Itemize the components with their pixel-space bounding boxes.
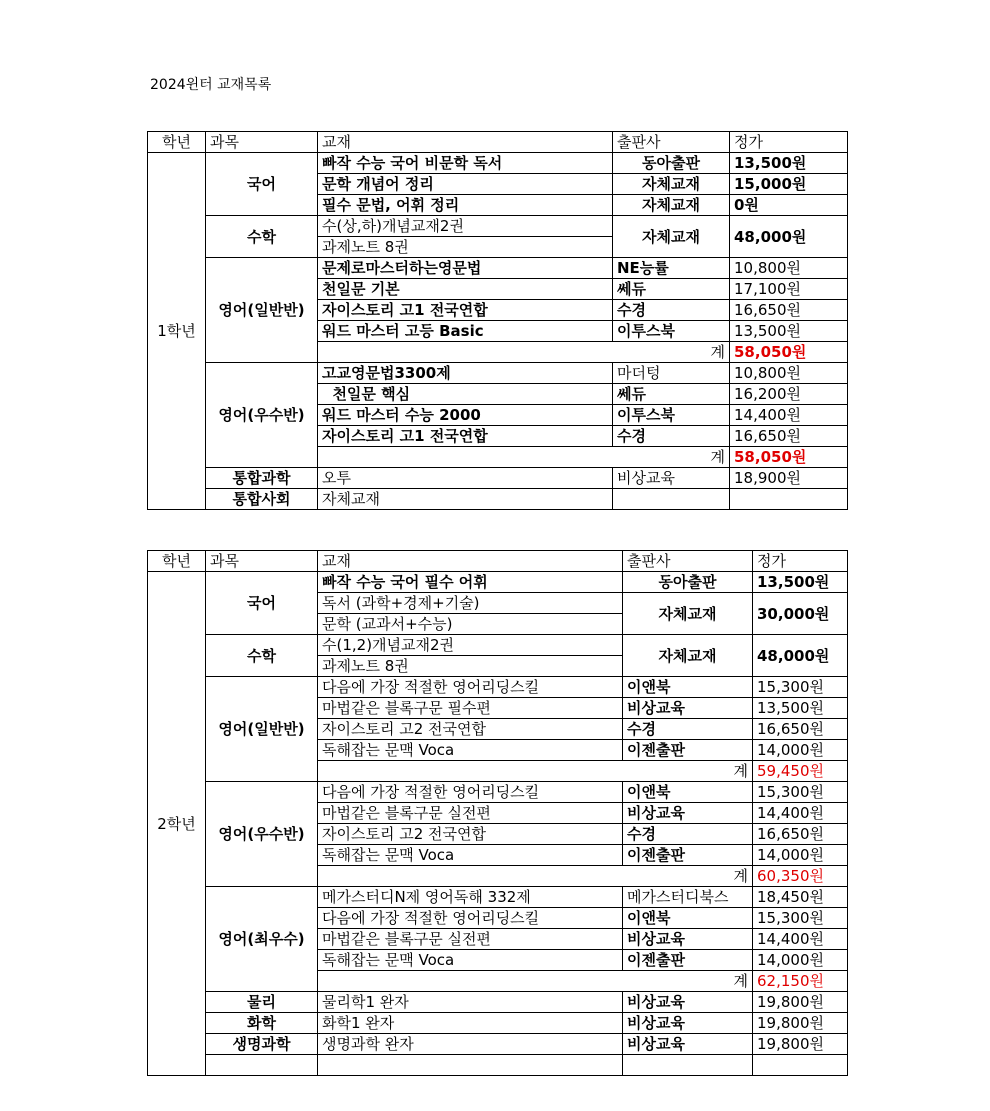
price-cell: 19,800원 bbox=[753, 992, 848, 1013]
publisher-cell: 이젠출판 bbox=[623, 845, 753, 866]
book-cell: 마법같은 블록구문 실전편 bbox=[318, 803, 623, 824]
publisher-cell: 수경 bbox=[613, 426, 730, 447]
price-cell: 15,000원 bbox=[730, 174, 848, 195]
price-cell: 48,000원 bbox=[730, 216, 848, 258]
book-cell: 빠작 수능 국어 필수 어휘 bbox=[318, 572, 623, 593]
table-row bbox=[148, 363, 848, 384]
book-cell: 자이스토리 고1 전국연합 bbox=[318, 426, 613, 447]
publisher-cell: 이앤북 bbox=[623, 782, 753, 803]
book-cell: 마법같은 블록구문 필수편 bbox=[318, 698, 623, 719]
book-cell: 독해잡는 문맥 Voca bbox=[318, 740, 623, 761]
table-row bbox=[148, 677, 848, 698]
book-cell: 메가스터디N제 영어독해 332제 bbox=[318, 887, 623, 908]
price-cell: 14,400원 bbox=[753, 803, 848, 824]
header-publisher: 출판사 bbox=[613, 132, 730, 153]
price-cell: 15,300원 bbox=[753, 908, 848, 929]
subject-cell: 수학 bbox=[206, 635, 318, 677]
book-cell: 자이스토리 고1 전국연합 bbox=[318, 300, 613, 321]
book-cell: 문제로마스터하는영문법 bbox=[318, 258, 613, 279]
publisher-cell: 동아출판 bbox=[613, 153, 730, 174]
price-cell: 13,500원 bbox=[730, 153, 848, 174]
publisher-cell: 이앤북 bbox=[623, 677, 753, 698]
total-label: 계 bbox=[318, 866, 753, 887]
total-price: 58,050원 bbox=[730, 447, 848, 468]
price-cell: 14,400원 bbox=[753, 929, 848, 950]
price-cell: 16,650원 bbox=[753, 719, 848, 740]
subject-cell: 영어(일반반) bbox=[206, 258, 318, 363]
publisher-cell: 쎄듀 bbox=[613, 384, 730, 405]
price-cell: 16,650원 bbox=[730, 426, 848, 447]
price-cell: 16,650원 bbox=[730, 300, 848, 321]
total-price: 58,050원 bbox=[730, 342, 848, 363]
book-cell: 화학1 완자 bbox=[318, 1013, 623, 1034]
table-row bbox=[148, 635, 848, 656]
publisher-cell: 비상교육 bbox=[623, 698, 753, 719]
book-cell: 마법같은 블록구문 실전편 bbox=[318, 929, 623, 950]
publisher-cell: 비상교육 bbox=[623, 803, 753, 824]
total-price: 59,450원 bbox=[753, 761, 848, 782]
publisher-cell: 이앤북 bbox=[623, 908, 753, 929]
book-cell: 천일문 기본 bbox=[318, 279, 613, 300]
header-subject: 과목 bbox=[206, 132, 318, 153]
book-cell: 물리학1 완자 bbox=[318, 992, 623, 1013]
subject-cell: 영어(최우수) bbox=[206, 887, 318, 992]
empty-cell bbox=[206, 1055, 318, 1076]
price-cell: 19,800원 bbox=[753, 1034, 848, 1055]
subject-cell: 국어 bbox=[206, 572, 318, 635]
subject-cell: 생명과학 bbox=[206, 1034, 318, 1055]
price-cell: 30,000원 bbox=[753, 593, 848, 635]
book-cell: 자이스토리 고2 전국연합 bbox=[318, 824, 623, 845]
price-cell: 0원 bbox=[730, 195, 848, 216]
table-header-row bbox=[148, 551, 848, 572]
publisher-cell: 수경 bbox=[623, 824, 753, 845]
table-header-row bbox=[148, 132, 848, 153]
total-label: 계 bbox=[318, 447, 730, 468]
price-cell: 17,100원 bbox=[730, 279, 848, 300]
publisher-cell: 비상교육 bbox=[613, 468, 730, 489]
publisher-cell: 수경 bbox=[623, 719, 753, 740]
header-grade: 학년 bbox=[148, 551, 206, 572]
price-cell: 14,400원 bbox=[730, 405, 848, 426]
table-row bbox=[148, 992, 848, 1013]
table-row bbox=[148, 468, 848, 489]
header-price: 정가 bbox=[753, 551, 848, 572]
total-label: 계 bbox=[318, 761, 753, 782]
grade2-book-table bbox=[147, 550, 848, 1076]
publisher-cell: 쎄듀 bbox=[613, 279, 730, 300]
header-subject: 과목 bbox=[206, 551, 318, 572]
book-cell: 생명과학 완자 bbox=[318, 1034, 623, 1055]
total-label: 계 bbox=[318, 971, 753, 992]
price-cell: 14,000원 bbox=[753, 950, 848, 971]
book-cell: 워드 마스터 수능 2000 bbox=[318, 405, 613, 426]
publisher-cell: 메가스터디북스 bbox=[623, 887, 753, 908]
table-row bbox=[148, 216, 848, 237]
table-row bbox=[148, 782, 848, 803]
subject-cell: 수학 bbox=[206, 216, 318, 258]
table-row bbox=[148, 1034, 848, 1055]
publisher-cell: 비상교육 bbox=[623, 992, 753, 1013]
book-cell: 독서 (과학+경제+기술) bbox=[318, 593, 623, 614]
empty-cell bbox=[318, 1055, 623, 1076]
publisher-cell: 비상교육 bbox=[623, 1034, 753, 1055]
price-cell: 18,900원 bbox=[730, 468, 848, 489]
price-cell: 10,800원 bbox=[730, 363, 848, 384]
document-title: 2024윈터 교재목록 bbox=[150, 77, 272, 93]
book-cell: 수(상,하)개념교재2권 bbox=[318, 216, 613, 237]
header-grade: 학년 bbox=[148, 132, 206, 153]
publisher-cell: 자체교재 bbox=[623, 635, 753, 677]
header-price: 정가 bbox=[730, 132, 848, 153]
price-cell: 15,300원 bbox=[753, 677, 848, 698]
price-cell: 19,800원 bbox=[753, 1013, 848, 1034]
empty-cell bbox=[623, 1055, 753, 1076]
publisher-cell: 동아출판 bbox=[623, 572, 753, 593]
book-cell: 고교영문법3300제 bbox=[318, 363, 613, 384]
publisher-cell: 마더텅 bbox=[613, 363, 730, 384]
price-cell: 16,200원 bbox=[730, 384, 848, 405]
book-cell: 다음에 가장 적절한 영어리딩스킬 bbox=[318, 677, 623, 698]
publisher-cell: 자체교재 bbox=[613, 216, 730, 258]
grade-cell: 2학년 bbox=[148, 572, 206, 1076]
book-cell: 빠작 수능 국어 비문학 독서 bbox=[318, 153, 613, 174]
publisher-cell: 자체교재 bbox=[613, 174, 730, 195]
publisher-cell: 수경 bbox=[613, 300, 730, 321]
subject-cell: 화학 bbox=[206, 1013, 318, 1034]
grade-cell: 1학년 bbox=[148, 153, 206, 510]
book-cell: 문학 (교과서+수능) bbox=[318, 614, 623, 635]
price-cell: 13,500원 bbox=[730, 321, 848, 342]
book-cell: 자이스토리 고2 전국연합 bbox=[318, 719, 623, 740]
publisher-cell bbox=[613, 489, 730, 510]
total-price: 62,150원 bbox=[753, 971, 848, 992]
table-row bbox=[148, 572, 848, 593]
publisher-cell: 비상교육 bbox=[623, 929, 753, 950]
subject-cell: 영어(우수반) bbox=[206, 782, 318, 887]
book-cell: 과제노트 8권 bbox=[318, 656, 623, 677]
grade1-book-table bbox=[147, 131, 848, 510]
total-price: 60,350원 bbox=[753, 866, 848, 887]
subject-cell: 국어 bbox=[206, 153, 318, 216]
subject-cell: 영어(일반반) bbox=[206, 677, 318, 782]
book-cell: 다음에 가장 적절한 영어리딩스킬 bbox=[318, 908, 623, 929]
book-cell: 수(1,2)개념교재2권 bbox=[318, 635, 623, 656]
book-cell: 과제노트 8권 bbox=[318, 237, 613, 258]
price-cell: 10,800원 bbox=[730, 258, 848, 279]
price-cell bbox=[730, 489, 848, 510]
table-row bbox=[148, 258, 848, 279]
publisher-cell: NE능률 bbox=[613, 258, 730, 279]
book-cell: 오투 bbox=[318, 468, 613, 489]
table-row bbox=[148, 489, 848, 510]
price-cell: 13,500원 bbox=[753, 698, 848, 719]
book-cell: 독해잡는 문맥 Voca bbox=[318, 845, 623, 866]
book-cell: 워드 마스터 고등 Basic bbox=[318, 321, 613, 342]
book-cell: 문학 개념어 정리 bbox=[318, 174, 613, 195]
price-cell: 48,000원 bbox=[753, 635, 848, 677]
empty-row bbox=[148, 1055, 848, 1076]
price-cell: 16,650원 bbox=[753, 824, 848, 845]
subject-cell: 통합사회 bbox=[206, 489, 318, 510]
book-cell: 필수 문법, 어휘 정리 bbox=[318, 195, 613, 216]
price-cell: 13,500원 bbox=[753, 572, 848, 593]
price-cell: 15,300원 bbox=[753, 782, 848, 803]
table-row bbox=[148, 887, 848, 908]
publisher-cell: 이젠출판 bbox=[623, 740, 753, 761]
total-label: 계 bbox=[318, 342, 730, 363]
subject-cell: 물리 bbox=[206, 992, 318, 1013]
subject-cell: 영어(우수반) bbox=[206, 363, 318, 468]
price-cell: 14,000원 bbox=[753, 845, 848, 866]
book-cell: 천일문 핵심 bbox=[318, 384, 613, 405]
book-cell: 독해잡는 문맥 Voca bbox=[318, 950, 623, 971]
book-cell: 다음에 가장 적절한 영어리딩스킬 bbox=[318, 782, 623, 803]
table-row bbox=[148, 153, 848, 174]
publisher-cell: 자체교재 bbox=[613, 195, 730, 216]
book-cell: 자체교재 bbox=[318, 489, 613, 510]
price-cell: 18,450원 bbox=[753, 887, 848, 908]
empty-cell bbox=[753, 1055, 848, 1076]
publisher-cell: 이투스북 bbox=[613, 321, 730, 342]
header-publisher: 출판사 bbox=[623, 551, 753, 572]
publisher-cell: 이젠출판 bbox=[623, 950, 753, 971]
publisher-cell: 이투스북 bbox=[613, 405, 730, 426]
table-row bbox=[148, 1013, 848, 1034]
price-cell: 14,000원 bbox=[753, 740, 848, 761]
header-book: 교재 bbox=[318, 551, 623, 572]
subject-cell: 통합과학 bbox=[206, 468, 318, 489]
publisher-cell: 자체교재 bbox=[623, 593, 753, 635]
publisher-cell: 비상교육 bbox=[623, 1013, 753, 1034]
header-book: 교재 bbox=[318, 132, 613, 153]
